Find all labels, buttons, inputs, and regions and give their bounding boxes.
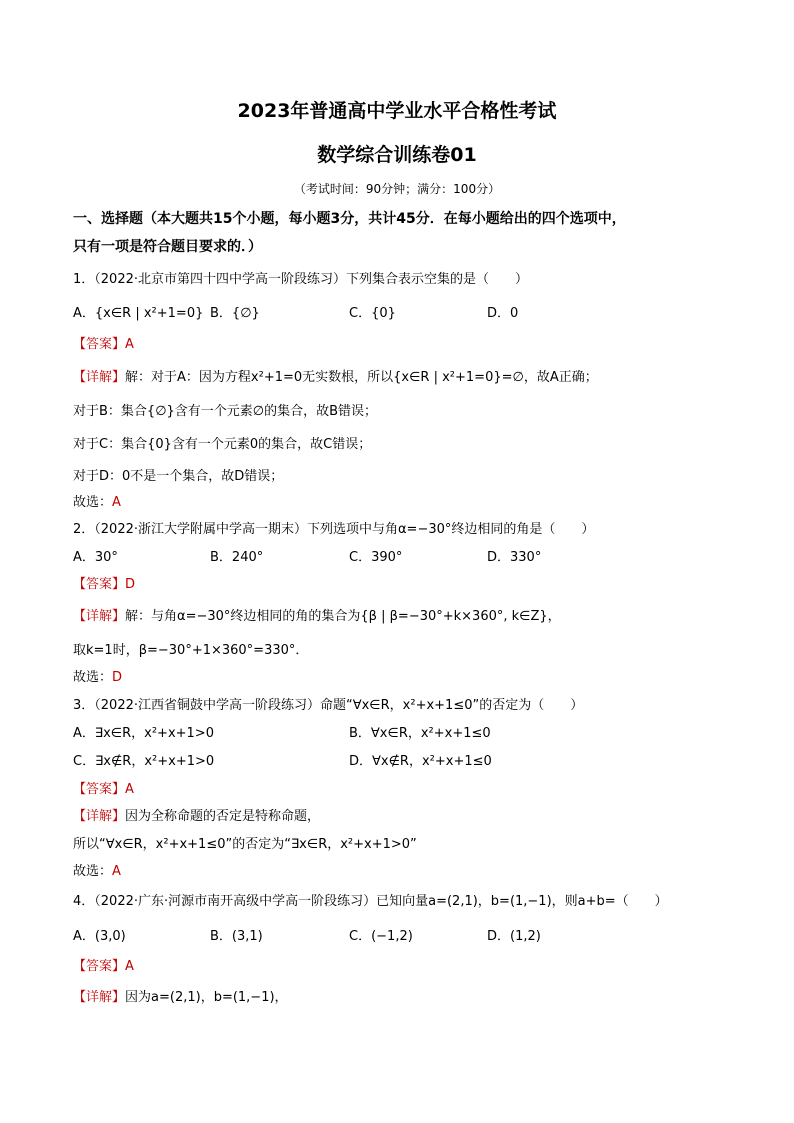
choice-value: D [112, 670, 123, 685]
q1-choice [73, 491, 121, 510]
detail-label: 【详解】 [73, 609, 126, 624]
exam-note: （考试时间：90分钟；满分：100分） [293, 182, 501, 196]
detail-text: 解：与角α=−30°终边相同的角的集合为{β | β=−30°+k×360°, k∈Z}， [125, 609, 561, 624]
answer-value: A [125, 959, 134, 974]
q2-detail [73, 605, 561, 624]
q1-stem: 1．（2022·北京市第四十四中学高一阶段练习）下列集合表示空集的是（ ） [73, 272, 528, 287]
exam-subtitle: 数学综合训练卷01 [317, 144, 477, 166]
detail-label: 【详解】 [73, 809, 126, 824]
q1-detail-line-d: 对于D：0不是一个集合，故D错误； [73, 469, 284, 484]
q3-option-b: B．∀x∈R，x²+x+1≤0 [349, 726, 491, 741]
q3-stem: 3．（2022·江西省铜鼓中学高一阶段练习）命题“∀x∈R，x²+x+1≤0”的否定为（ ） [73, 698, 584, 713]
detail-label: 【详解】 [73, 990, 126, 1005]
q1-option-b: B．{∅} [210, 306, 260, 321]
q1-detail-line-b: 对于B：集合{∅}含有一个元素∅的集合，故B错误； [73, 404, 378, 419]
answer-label: 【答案】 [73, 782, 126, 797]
q3-detail-line-2: 所以“∀x∈R，x²+x+1≤0”的否定为“∃x∈R，x²+x+1>0” [73, 837, 417, 852]
section-heading-line1: 一、选择题（本大题共15个小题，每小题3分，共计45分．在每小题给出的四个选项中， [73, 211, 626, 227]
choice-label: 故选： [73, 495, 113, 510]
q3-choice [73, 860, 121, 879]
q4-stem: 4．（2022·广东·河源市南开高级中学高一阶段练习）已知向量a=(2,1)，b=(1,−1)，则a+b=（ ） [73, 894, 668, 909]
q2-option-c: C．390° [349, 550, 403, 565]
detail-label: 【详解】 [73, 370, 126, 385]
q4-detail [73, 986, 288, 1005]
answer-value: A [125, 337, 134, 352]
q1-option-d: D．0 [487, 306, 519, 321]
q2-answer [73, 573, 135, 592]
q1-detail [73, 366, 598, 385]
q4-option-b: B．(3,1) [210, 929, 263, 944]
answer-label: 【答案】 [73, 959, 126, 974]
q2-detail-line-2: 取k=1时，β=−30°+1×360°=330°． [73, 643, 309, 658]
q4-option-d: D．(1,2) [487, 929, 541, 944]
choice-value: A [112, 864, 121, 879]
q1-option-a: A．{x∈R | x²+1=0} [73, 306, 204, 321]
q1-detail-line-c: 对于C：集合{0}含有一个元素0的集合，故C错误； [73, 437, 372, 452]
q1-option-c: C．{0} [349, 306, 396, 321]
detail-text: 解：对于A：因为方程x²+1=0无实数根，所以{x∈R | x²+1=0}=∅，故A正确； [125, 370, 598, 385]
detail-text: 因为全称命题的否定是特称命题， [125, 809, 321, 824]
q3-detail [73, 805, 320, 824]
choice-value: A [112, 495, 121, 510]
answer-value: D [125, 577, 136, 592]
section-heading-line2: 只有一项是符合题目要求的．） [73, 239, 262, 255]
q3-option-d: D．∀x∉R，x²+x+1≤0 [349, 754, 492, 769]
choice-label: 故选： [73, 864, 113, 879]
detail-text: 因为a=(2,1)，b=(1,−1)， [125, 990, 288, 1005]
q4-option-c: C．(−1,2) [349, 929, 413, 944]
q4-answer [73, 955, 134, 974]
exam-title: 2023年普通高中学业水平合格性考试 [237, 100, 557, 122]
q2-option-d: D．330° [487, 550, 542, 565]
answer-label: 【答案】 [73, 337, 126, 352]
q2-stem: 2．（2022·浙江大学附属中学高一期末）下列选项中与角α=−30°终边相同的角是（ ） [73, 522, 595, 537]
choice-label: 故选： [73, 670, 113, 685]
q2-choice [73, 666, 122, 685]
q2-option-b: B．240° [210, 550, 264, 565]
q3-option-c: C．∃x∉R，x²+x+1>0 [73, 754, 215, 769]
q2-option-a: A．30° [73, 550, 118, 565]
q4-option-a: A．(3,0) [73, 929, 126, 944]
answer-label: 【答案】 [73, 577, 126, 592]
q3-option-a: A．∃x∈R，x²+x+1>0 [73, 726, 214, 741]
q1-answer [73, 333, 134, 352]
answer-value: A [125, 782, 134, 797]
q3-answer [73, 778, 134, 797]
